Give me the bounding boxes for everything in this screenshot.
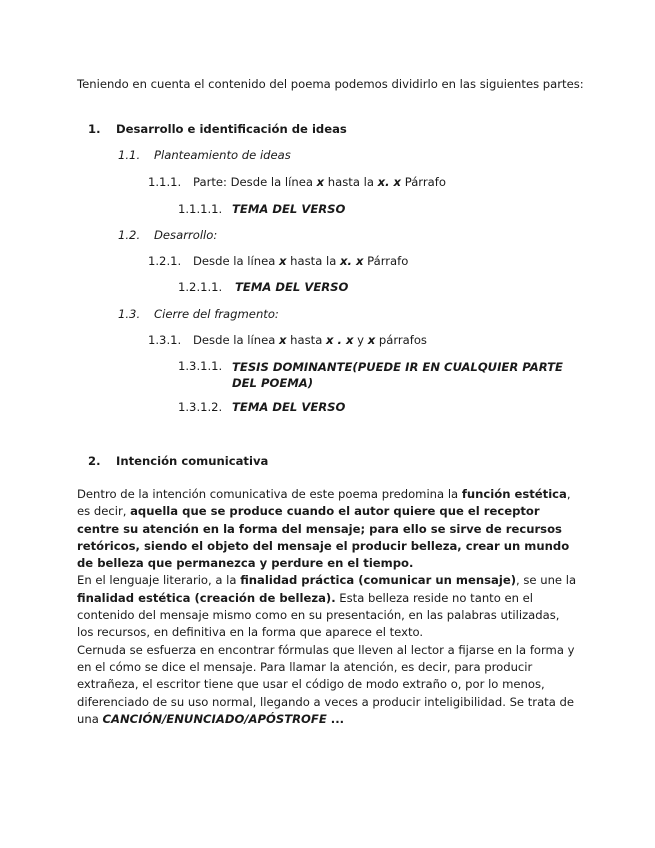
section-1-1-1-1-title: TEMA DEL VERSO xyxy=(232,202,346,216)
section-1-1-number: 1.1. xyxy=(118,148,141,162)
section-1-3-1-text: Desde la línea x hasta x . x y x párrafos xyxy=(193,333,427,347)
section-1-2-number: 1.2. xyxy=(118,228,141,242)
body-text xyxy=(77,486,577,728)
section-1-3-title: Cierre del fragmento: xyxy=(154,307,279,321)
section-1-1-1-1-number: 1.1.1.1. xyxy=(178,202,223,216)
section-1-2-1-1-title: TEMA DEL VERSO xyxy=(235,280,349,294)
section-2-title: Intención comunicativa xyxy=(116,454,269,468)
section-1-2-1-text: Desde la línea x hasta la x. x Párrafo xyxy=(193,254,409,268)
section-1-1-1-text: Parte: Desde la línea x hasta la x. x Párrafo xyxy=(193,175,446,189)
section-1-2-title: Desarrollo: xyxy=(154,228,218,242)
section-1-3-1-1-number: 1.3.1.1. xyxy=(178,359,223,373)
paragraph-3: Cernuda se esfuerza en encontrar fórmulas que lleven al lector a fijarse en la forma y en el cómo se dice el mensaje. Para llamar la atención, es decir, para producir extrañeza, el escritor tiene que usar el código de modo extraño o, por lo menos, diferenciado de su uso normal, llegando a veces a producir inteligibilidad. Se trata de una CANCIÓN/ENUNCIADO/APÓSTROFE ... xyxy=(77,642,575,726)
section-1-2-1-number: 1.2.1. xyxy=(148,254,182,268)
section-1-2-1-1-number: 1.2.1.1. xyxy=(178,280,223,294)
section-1-3-number: 1.3. xyxy=(118,307,141,321)
intro-text: Teniendo en cuenta el contenido del poema podemos dividirlo en las siguientes partes: xyxy=(77,77,584,91)
section-1-number: 1. xyxy=(88,122,101,136)
section-2-number: 2. xyxy=(88,454,101,468)
paragraph-2: En el lenguaje literario, a la finalidad práctica (comunicar un mensaje), se une la finalidad estética (creación de belleza). Esta belleza reside no tanto en el contenido del mensaje mismo como en su presentación, en las palabras utilizadas, los recursos, en definitiva en la forma que aparece el texto. xyxy=(77,573,577,640)
section-1-title: Desarrollo e identificación de ideas xyxy=(116,122,347,136)
section-1-3-1-2-number: 1.3.1.2. xyxy=(178,400,223,414)
section-1-1-title: Planteamiento de ideas xyxy=(154,148,291,162)
section-1-3-1-number: 1.3.1. xyxy=(148,333,182,347)
section-1-1-1-number: 1.1.1. xyxy=(148,175,182,189)
section-1-3-1-2-title: TEMA DEL VERSO xyxy=(232,400,346,414)
section-1-3-1-1-title: TESIS DOMINANTE(PUEDE IR EN CUALQUIER PARTE DEL POEMA) xyxy=(232,360,563,390)
paragraph-1: Dentro de la intención comunicativa de este poema predomina la función estética, es decir, aquella que se produce cuando el autor quiere que el receptor centre su atención en la forma del mensaje; para ello se sirve de recursos retóricos, siendo el objeto del mensaje el producir belleza, crear un mundo de belleza que permanezca y perdure en el tiempo. xyxy=(77,487,571,571)
